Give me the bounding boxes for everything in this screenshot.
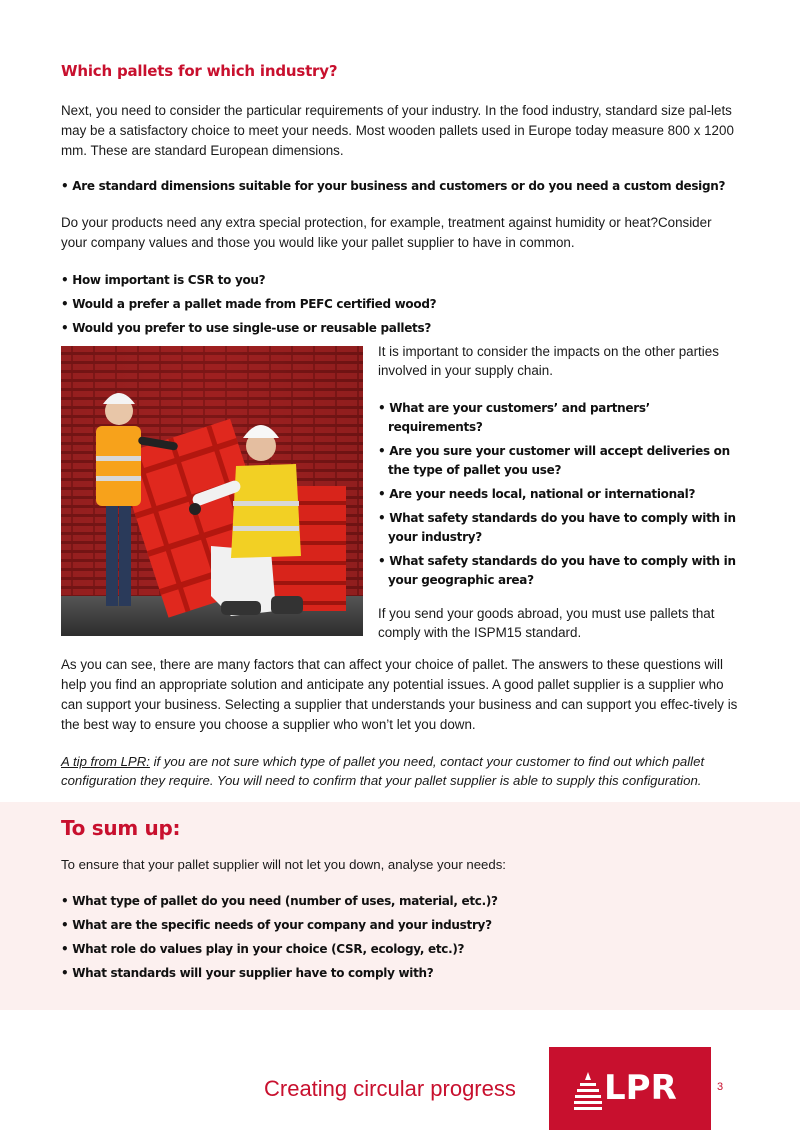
supply-chain-question: • Are you sure your customer will accept deliveries on the type of pallet you use? [378,444,730,477]
lpr-logo-text: LPR [604,1068,677,1108]
summary-title: To sum up: [61,816,181,840]
ispm-paragraph: If you send your goods abroad, you must use pallets that comply with the ISPM15 standard. [378,606,715,640]
summary-question: • What type of pallet do you need (number of uses, material, etc.)? [61,894,498,908]
section-heading: Which pallets for which industry? [61,62,338,80]
workers-with-red-pallets-photo [61,346,363,636]
values-question: • How important is CSR to you? [61,273,266,287]
values-question: • Would you prefer to use single-use or reusable pallets? [61,321,431,335]
lpr-logo-mark-icon [574,1072,602,1110]
intro-paragraph: Next, you need to consider the particular requirements of your industry. In the food industry, standard size pal-lets may be a satisfactory choice to meet your needs. Most wooden pallets used in Europe today measure 800 x 1200 mm. These are standard European dimensions. [61,103,734,158]
page-number: 3 [717,1081,724,1093]
supply-chain-column [378,342,740,642]
summary-question: • What standards will your supplier have to comply with? [61,966,434,980]
summary-question: • What role do values play in your choice (CSR, ecology, etc.)? [61,942,465,956]
values-question-list [61,268,436,340]
summary-question: • What are the specific needs of your company and your industry? [61,918,492,932]
protection-paragraph: Do your products need any extra special protection, for example, treatment against humidity or heat?Consider your company values and those you would like your pallet supplier to have in common. [61,215,712,250]
supply-chain-question: • What are your customers’ and partners’ requirements? [378,401,650,434]
supply-chain-question: • Are your needs local, national or international? [378,487,696,501]
tip-body: if you are not sure which type of pallet you need, contact your customer to find out which pallet configuration they require. You will need to confirm that your pallet supplier is able to supply this configuration. [61,754,705,788]
values-question: • Would a prefer a pallet made from PEFC certified wood? [61,297,437,311]
supply-chain-question: • What safety standards do you have to comply with in your industry? [378,511,736,544]
supply-chain-question: • What safety standards do you have to comply with in your geographic area? [378,554,736,587]
supply-chain-question-list [378,399,740,590]
supply-chain-paragraph: It is important to consider the impacts on the other parties involved in your supply chain. [378,344,719,378]
lpr-tip [61,752,741,790]
tip-lead: A tip from LPR: [61,754,150,769]
photo-illustration [61,346,363,636]
summary-intro: To ensure that your pallet supplier will not let you down, analyse your needs: [61,857,506,872]
summary-question-list [61,889,498,985]
footer-tagline: Creating circular progress [264,1076,516,1101]
dimensions-question: • Are standard dimensions suitable for your business and customers or do you need a custom design? [61,179,726,193]
factors-paragraph: As you can see, there are many factors that can affect your choice of pallet. The answers to these questions will help you find an appropriate solution and anticipate any potential issues. A good pallet supplier is a supplier who can support your business. Selecting a supplier that understands your business and can support you effec-tively is the best way to ensure you choose a supplier who won’t let you down. [61,657,738,732]
